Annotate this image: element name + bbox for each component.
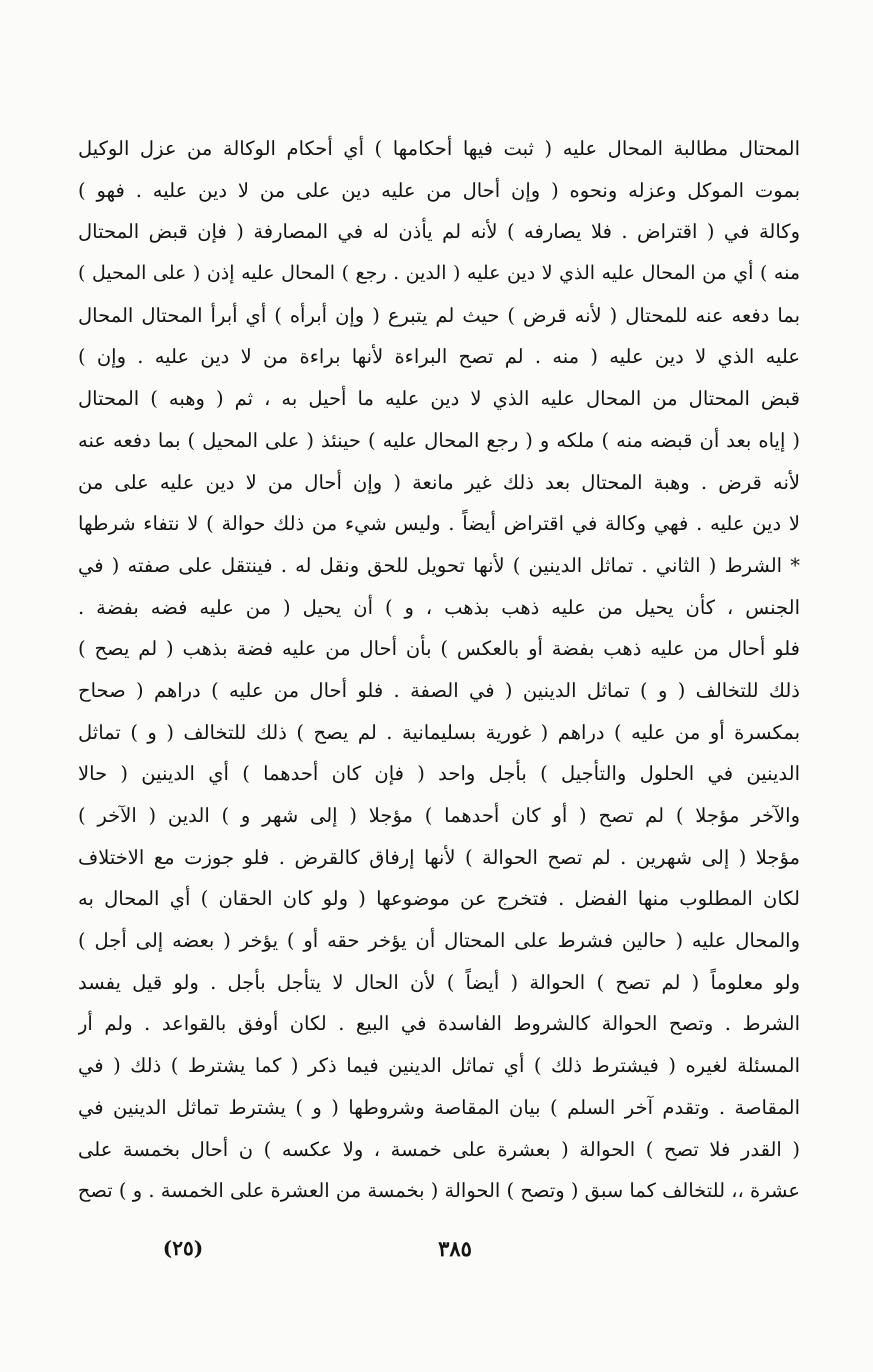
- text-line: قبض المحتال من المحال عليه الذي لا دين عليه ما أحيل به ، ثم ( وهبه ) المحتال: [78, 387, 800, 411]
- page-number: ٣٨٥: [438, 1236, 472, 1261]
- text-line: لا دين عليه . فهي وكالة في اقتراض أيضاً . وليس شيء من ذلك حوالة ) لا نتفاء شرطها: [78, 512, 800, 536]
- text-line: عليه الذي لا دين عليه ( منه . لم تصح البراءة لأنها براءة من لا دين عليه . وإن ): [78, 345, 800, 369]
- text-line: عشرة ،، للتخالف كما سبق ( وتصح ) الحوالة ( بخمسة من العشرة على الخمسة . و ) تصح: [78, 1179, 800, 1203]
- text-line: وكالة في ( اقتراض . فلا يصارفه ) لأنه لم يأذن له في المصارفة ( فإن قبض المحتال: [78, 220, 800, 244]
- text-line: والآخر مؤجلا ) لم تصح ( أو كان أحدهما ) مؤجلا ( إلى شهر و ) الدين ( الآخر ): [78, 804, 800, 827]
- text-line: الدينين في الحلول والتأجيل ) بأجل واحد ( فإن كان أحدهما ) أي الدينين ( حالا: [78, 762, 800, 786]
- text-line: فلو أحال من عليه ذهب بفضة أو بالعكس ) بأن أحال من عليه فضة بذهب ( لم يصح ): [78, 637, 800, 661]
- text-line: مؤجلا ( إلى شهرين . لم تصح الحوالة ) لأنها إرفاق كالقرض . فلو جوزت مع الاختلاف: [78, 845, 800, 869]
- text-line: المحتال مطالبة المحال عليه ( ثبت فيها أحكامها ) أي أحكام الوكالة من عزل الوكيل: [78, 137, 800, 160]
- text-line: والمحال عليه ( حالين فشرط على المحتال أن يؤخر حقه أو ) يؤخر ( بعضه إلى أجل ): [78, 929, 800, 953]
- text-line: المقاصة . وتقدم آخر السلم ) بيان المقاصة وشروطها ( و ) يشترط تماثل الدينين في: [78, 1095, 800, 1119]
- text-line: بمكسرة أو من عليه ) دراهم ( غورية بسليمانية . لم يصح ) ذلك للتخالف ( و ) تماثل: [78, 720, 800, 744]
- text-line: ( القدر فلا تصح ) الحوالة ( بعشرة على خمسة ، ولا عكسه ) ن أحال بخمسة على: [78, 1137, 800, 1161]
- text-line: * الشرط ( الثاني . تماثل الدينين ) لأنها تحويل للحق ونقل له . فينتقل على صفته ( في: [78, 553, 800, 577]
- main-text-block: [78, 128, 800, 1212]
- text-line: لكان المطلوب منها الفضل . فتخرج عن موضوعها ( ولو كان الحقان ) أي المحال به: [78, 887, 800, 911]
- page-footer: [0, 1236, 873, 1276]
- text-line: الجنس ، كأن يحيل من عليه ذهب بذهب ، و ) أن يحيل ( من عليه فضه بفضة .: [78, 595, 800, 619]
- text-line: منه ) أي من المحال عليه الذي لا دين عليه ( الدين . رجع ) المحال عليه إذن ( على المحيل ): [78, 262, 800, 285]
- signature-mark: (٢٥): [162, 1236, 204, 1260]
- text-line: الشرط . وتصح الحوالة كالشروط الفاسدة في البيع . لكان أوفق بالقواعد . ولم أر: [78, 1012, 800, 1036]
- text-line: ولو معلوماً ( لم تصح ) الحوالة ( أيضاً ) لأن الحال لا يتأجل بأجل . ولو قيل يفسد: [78, 970, 800, 994]
- text-line: بما دفعه عنه للمحتال ( لأنه قرض ) حيث لم يتبرع ( وإن أبرأه ) أي أبرأ المحتال المحال: [78, 303, 800, 327]
- text-line: المسئلة لغيره ( فيشترط ذلك ) أي تماثل الدينين فيما ذكر ( كما يشترط ) ذلك ( في: [78, 1054, 800, 1078]
- text-line: لأنه قرض . وهبة المحتال بعد ذلك غير مانعة ( وإن أحال من لا دين عليه على من: [78, 470, 800, 494]
- text-line: بموت الموكل وعزله ونحوه ( وإن أحال من عليه دين على من لا دين عليه . فهو ): [78, 178, 800, 202]
- text-line: ( إياه بعد أن قبضه منه ) ملكه و ( رجع المحال عليه ) حينئذ ( على المحيل ) بما دفعه عنه: [78, 428, 800, 452]
- text-line: ذلك للتخالف ( و ) تماثل الدينين ( في الصفة . فلو أحال من عليه ) دراهم ( صحاح: [78, 678, 800, 702]
